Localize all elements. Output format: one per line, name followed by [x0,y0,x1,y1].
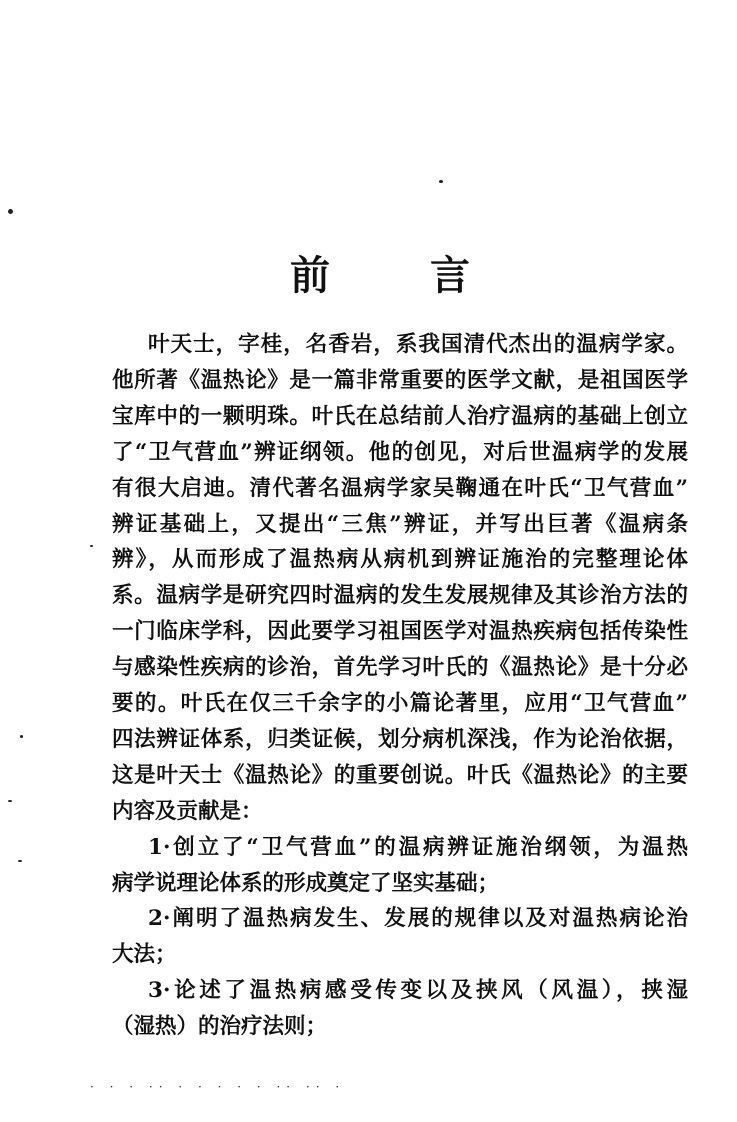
text-line: 病学说理论体系的形成奠定了坚实基础； [112,870,500,896]
text-line: 他所著《温热论》是一篇非常重要的医学文献，是祖国医学 [112,367,688,393]
scan-speck [8,209,13,214]
scan-speck [20,735,23,738]
title-char-2: 言 [430,252,470,299]
bottom-scan-fragment: · · · ·· · · · · · ·· ·· · [90,1080,346,1094]
text-line: 辨证基础上，又提出“三焦”辨证，并写出巨著《温病条 [112,511,688,537]
scan-speck [18,860,22,862]
text-line: （湿热）的治疗法则； [112,1014,328,1040]
text-line: 叶天士，字桂，名香岩，系我国清代杰出的温病学家。 [148,332,688,357]
scan-speck [8,800,12,802]
text-line: 内容及贡献是： [112,798,263,824]
text-line: 与感染性疾病的诊治，首先学习叶氏的《温热论》是十分必 [112,655,688,681]
text-line: 有很大启迪。清代著名温病学家吴鞠通在叶氏“卫气营血” [112,475,688,501]
title-char-1: 前 [290,252,330,299]
text-line: 要的。叶氏在仅三千余字的小篇论著里，应用“卫气营血” [112,691,688,716]
text-line: 3·论述了温热病感受传变以及挟风（风温），挟湿 [148,978,688,1004]
text-line: 辨》，从而形成了温热病从病机到辨证施治的完整理论体 [112,547,688,573]
text-line: 大法； [112,942,177,968]
text-line: 系。温病学是研究四时温病的发生发展规律及其诊治方法的 [112,583,688,609]
text-line: 宝库中的一颗明珠。叶氏在总结前人治疗温病的基础上创立 [112,403,688,429]
scan-speck [439,180,443,183]
page-title [290,252,470,300]
scan-speck [90,545,93,547]
text-line: 1·创立了“卫气营血”的温病辨证施治纲领，为温热 [148,834,688,860]
text-line: 这是叶天士《温热论》的重要创说。叶氏《温热论》的主要 [112,762,688,788]
text-line: 四法辨证体系，归类证候，划分病机深浅，作为论治依据， [112,726,688,752]
text-line: 了“卫气营血”辨证纲领。他的创见，对后世温病学的发展 [112,439,688,465]
text-line: 一门临床学科，因此要学习祖国医学对温热疾病包括传染性 [112,619,688,645]
text-line: 2·阐明了温热病发生、发展的规律以及对温热病论治 [148,906,688,932]
